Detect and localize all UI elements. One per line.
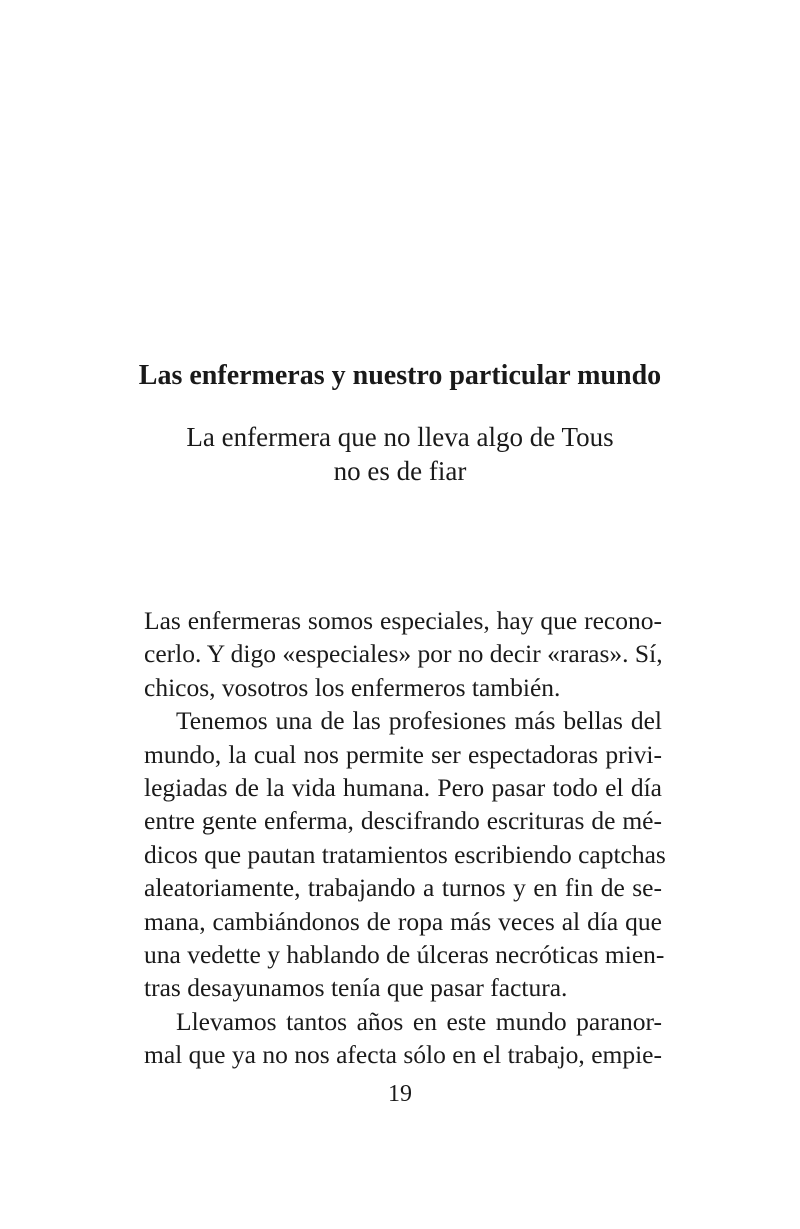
- body-line: cerlo. Y digo «especiales» por no decir «raras». Sí,: [144, 639, 663, 669]
- body-line: dicos que pautan tratamientos escribiendo captchas: [144, 839, 666, 869]
- body-line: mana, cambiándonos de ropa más veces al día que: [144, 906, 662, 936]
- body-line: tras desayunamos tenía que pasar factura.: [144, 973, 568, 1003]
- body-text: [144, 604, 666, 1072]
- body-line: mal que ya no nos afecta sólo en el trabajo, empie-: [144, 1040, 662, 1070]
- epigraph: [0, 420, 800, 488]
- chapter-title: Las enfermeras y nuestro particular mundo: [138, 360, 662, 391]
- body-line: mundo, la cual nos permite ser espectadoras privi-: [144, 739, 662, 769]
- body-line: Llevamos tantos años en este mundo paranor-: [176, 1006, 662, 1036]
- body-line: aleatoriamente, trabajando a turnos y en fin de se-: [144, 873, 662, 903]
- body-line: una vedette y hablando de úlceras necróticas mien-: [144, 940, 665, 970]
- body-line: entre gente enferma, descifrando escrituras de mé-: [144, 806, 662, 836]
- body-line: Las enfermeras somos especiales, hay que recono-: [144, 606, 662, 635]
- body-line: Tenemos una de las profesiones más bellas del: [176, 706, 662, 736]
- epigraph-line: La enfermera que no lleva algo de Tous: [186, 422, 614, 452]
- page-number: 19: [388, 1081, 412, 1107]
- body-line: chicos, vosotros los enfermeros también.: [144, 672, 561, 702]
- epigraph-line: no es de fiar: [333, 456, 467, 486]
- body-line: legiadas de la vida humana. Pero pasar todo el día: [144, 773, 662, 803]
